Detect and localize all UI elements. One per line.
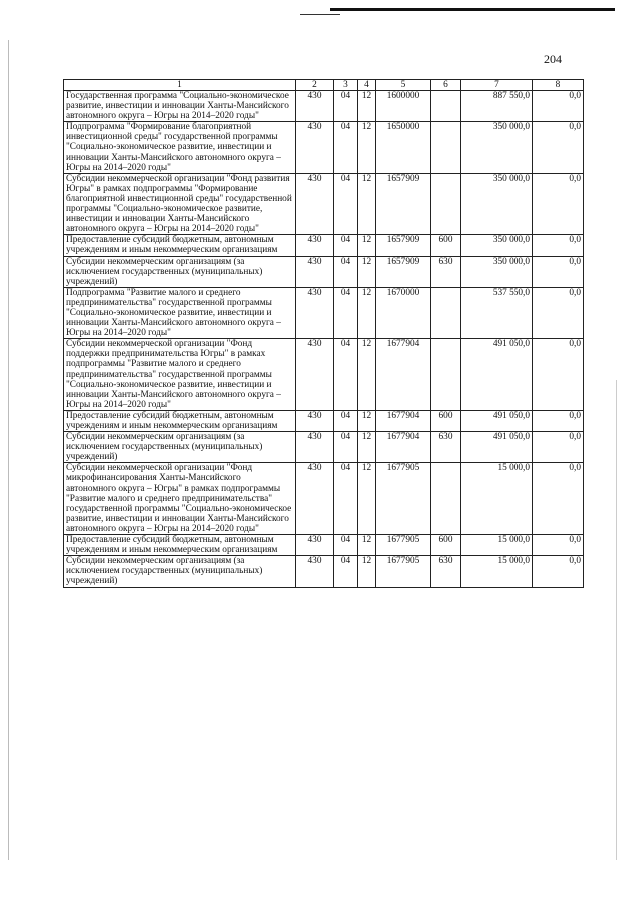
row-admin-code: 430 (296, 173, 334, 235)
row-section: 04 (334, 122, 358, 173)
row-section: 04 (334, 287, 358, 338)
row-target-item: 1677904 (376, 432, 431, 463)
row-amount: 15 000,0 (461, 556, 533, 587)
row-section: 04 (334, 463, 358, 535)
row-amount-extra: 0,0 (533, 122, 584, 173)
row-admin-code: 430 (296, 122, 334, 173)
row-target-item: 1677904 (376, 410, 431, 431)
row-section: 04 (334, 256, 358, 287)
row-section: 04 (334, 235, 358, 256)
row-amount-extra: 0,0 (533, 91, 584, 122)
row-admin-code: 430 (296, 235, 334, 256)
table-row (64, 122, 584, 173)
row-admin-code: 430 (296, 256, 334, 287)
column-header: 5 (376, 80, 431, 91)
row-admin-code: 430 (296, 432, 334, 463)
row-amount: 15 000,0 (461, 463, 533, 535)
column-header: 2 (296, 80, 334, 91)
row-amount: 15 000,0 (461, 535, 533, 556)
row-amount-extra: 0,0 (533, 463, 584, 535)
row-name: Субсидии некоммерческой организации "Фонд микрофинансирования Ханты-Мансийского автономного округа – Югры" в рамках подпрограммы "Развитие малого и среднего предпринимательства" государственной программы "Социально-экономическое развитие, инвестиции и инновации Ханты-Мансийского автономного округа – Югры на 2014–2020 годы" (64, 463, 296, 535)
row-subsection: 12 (358, 535, 376, 556)
row-amount: 350 000,0 (461, 122, 533, 173)
row-name: Субсидии некоммерческим организациям (за исключением государственных (муниципальных) учреждений) (64, 556, 296, 587)
row-admin-code: 430 (296, 463, 334, 535)
row-subsection: 12 (358, 173, 376, 235)
row-name: Подпрограмма "Развитие малого и среднего предпринимательства" государственной программы "Социально-экономическое развитие, инвестиции и инновации Ханты-Мансийского автономного округа – Югры на 2014–2020 годы" (64, 287, 296, 338)
table-row (64, 410, 584, 431)
row-target-item: 1657909 (376, 256, 431, 287)
row-target-item: 1677905 (376, 463, 431, 535)
column-header: 3 (334, 80, 358, 91)
row-expense-type: 630 (431, 432, 461, 463)
row-amount: 491 050,0 (461, 410, 533, 431)
table-row (64, 287, 584, 338)
row-subsection: 12 (358, 463, 376, 535)
row-expense-type (431, 173, 461, 235)
header-rule (330, 8, 615, 11)
row-amount: 350 000,0 (461, 256, 533, 287)
row-amount-extra: 0,0 (533, 339, 584, 411)
row-expense-type (431, 287, 461, 338)
row-amount: 350 000,0 (461, 235, 533, 256)
row-subsection: 12 (358, 235, 376, 256)
header-rule-short (300, 14, 340, 15)
row-expense-type: 600 (431, 235, 461, 256)
row-amount-extra: 0,0 (533, 432, 584, 463)
table-row (64, 173, 584, 235)
page-number: 204 (544, 52, 562, 66)
row-amount-extra: 0,0 (533, 287, 584, 338)
row-name: Субсидии некоммерческим организациям (за исключением государственных (муниципальных) учреждений) (64, 256, 296, 287)
row-target-item: 1677905 (376, 535, 431, 556)
row-expense-type (431, 91, 461, 122)
row-expense-type (431, 463, 461, 535)
row-name: Субсидии некоммерческой организации "Фонд поддержки предпринимательства Югры" в рамках подпрограммы "Развитие малого и среднего предпринимательства" государственной программы "Социально-экономическое развитие, инвестиции и инновации Ханты-Мансийского автономного округа – Югры на 2014–2020 годы" (64, 339, 296, 411)
row-name: Предоставление субсидий бюджетным, автономным учреждениям и иным некоммерческим организациям (64, 410, 296, 431)
scan-edge-right (616, 380, 617, 860)
table-row (64, 556, 584, 587)
row-name: Предоставление субсидий бюджетным, автономным учреждениям и иным некоммерческим организациям (64, 535, 296, 556)
row-expense-type: 600 (431, 535, 461, 556)
row-admin-code: 430 (296, 535, 334, 556)
row-subsection: 12 (358, 410, 376, 431)
row-target-item: 1670000 (376, 287, 431, 338)
row-amount-extra: 0,0 (533, 256, 584, 287)
row-admin-code: 430 (296, 410, 334, 431)
row-expense-type: 630 (431, 556, 461, 587)
row-admin-code: 430 (296, 556, 334, 587)
table-row (64, 235, 584, 256)
row-name: Подпрограмма "Формирование благоприятной инвестиционной среды" государственной программы "Социально-экономическое развитие, инвестиции и инновации Ханты-Мансийского автономного округа – Югры на 2014–2020 годы" (64, 122, 296, 173)
column-header: 8 (533, 80, 584, 91)
budget-table (63, 79, 584, 588)
table-row (64, 535, 584, 556)
table-row (64, 339, 584, 411)
row-subsection: 12 (358, 91, 376, 122)
row-subsection: 12 (358, 287, 376, 338)
column-header: 7 (461, 80, 533, 91)
table-row (64, 432, 584, 463)
row-expense-type: 600 (431, 410, 461, 431)
row-section: 04 (334, 339, 358, 411)
row-subsection: 12 (358, 339, 376, 411)
row-section: 04 (334, 173, 358, 235)
row-expense-type: 630 (431, 256, 461, 287)
column-header: 6 (431, 80, 461, 91)
row-admin-code: 430 (296, 91, 334, 122)
row-name: Предоставление субсидий бюджетным, автономным учреждениям и иным некоммерческим организациям (64, 235, 296, 256)
column-header: 4 (358, 80, 376, 91)
row-amount: 537 550,0 (461, 287, 533, 338)
table-row (64, 91, 584, 122)
row-amount-extra: 0,0 (533, 535, 584, 556)
column-header: 1 (64, 80, 296, 91)
row-subsection: 12 (358, 122, 376, 173)
row-admin-code: 430 (296, 339, 334, 411)
row-target-item: 1650000 (376, 122, 431, 173)
row-expense-type (431, 339, 461, 411)
row-target-item: 1600000 (376, 91, 431, 122)
row-section: 04 (334, 91, 358, 122)
row-name: Государственная программа "Социально-экономическое развитие, инвестиции и инновации Ханты-Мансийского автономного округа – Югры на 2014–2020 годы" (64, 91, 296, 122)
row-amount: 491 050,0 (461, 432, 533, 463)
row-amount: 350 000,0 (461, 173, 533, 235)
table-row (64, 463, 584, 535)
row-amount-extra: 0,0 (533, 410, 584, 431)
row-admin-code: 430 (296, 287, 334, 338)
row-amount: 887 550,0 (461, 91, 533, 122)
row-amount: 491 050,0 (461, 339, 533, 411)
row-section: 04 (334, 556, 358, 587)
row-target-item: 1677905 (376, 556, 431, 587)
row-subsection: 12 (358, 556, 376, 587)
scan-edge-left (8, 40, 9, 860)
row-subsection: 12 (358, 256, 376, 287)
row-amount-extra: 0,0 (533, 235, 584, 256)
row-amount-extra: 0,0 (533, 556, 584, 587)
row-section: 04 (334, 432, 358, 463)
row-target-item: 1677904 (376, 339, 431, 411)
row-subsection: 12 (358, 432, 376, 463)
row-target-item: 1657909 (376, 173, 431, 235)
row-section: 04 (334, 410, 358, 431)
table-header-row (64, 80, 584, 91)
row-expense-type (431, 122, 461, 173)
row-target-item: 1657909 (376, 235, 431, 256)
row-section: 04 (334, 535, 358, 556)
row-name: Субсидии некоммерческой организации "Фонд развития Югры" в рамках подпрограммы "Формирование благоприятной инвестиционной среды" государственной программы "Социально-экономическое развитие, инвестиции и инновации Ханты-Мансийского автономного округа – Югры на 2014–2020 годы" (64, 173, 296, 235)
row-name: Субсидии некоммерческим организациям (за исключением государственных (муниципальных) учреждений) (64, 432, 296, 463)
table-row (64, 256, 584, 287)
row-amount-extra: 0,0 (533, 173, 584, 235)
